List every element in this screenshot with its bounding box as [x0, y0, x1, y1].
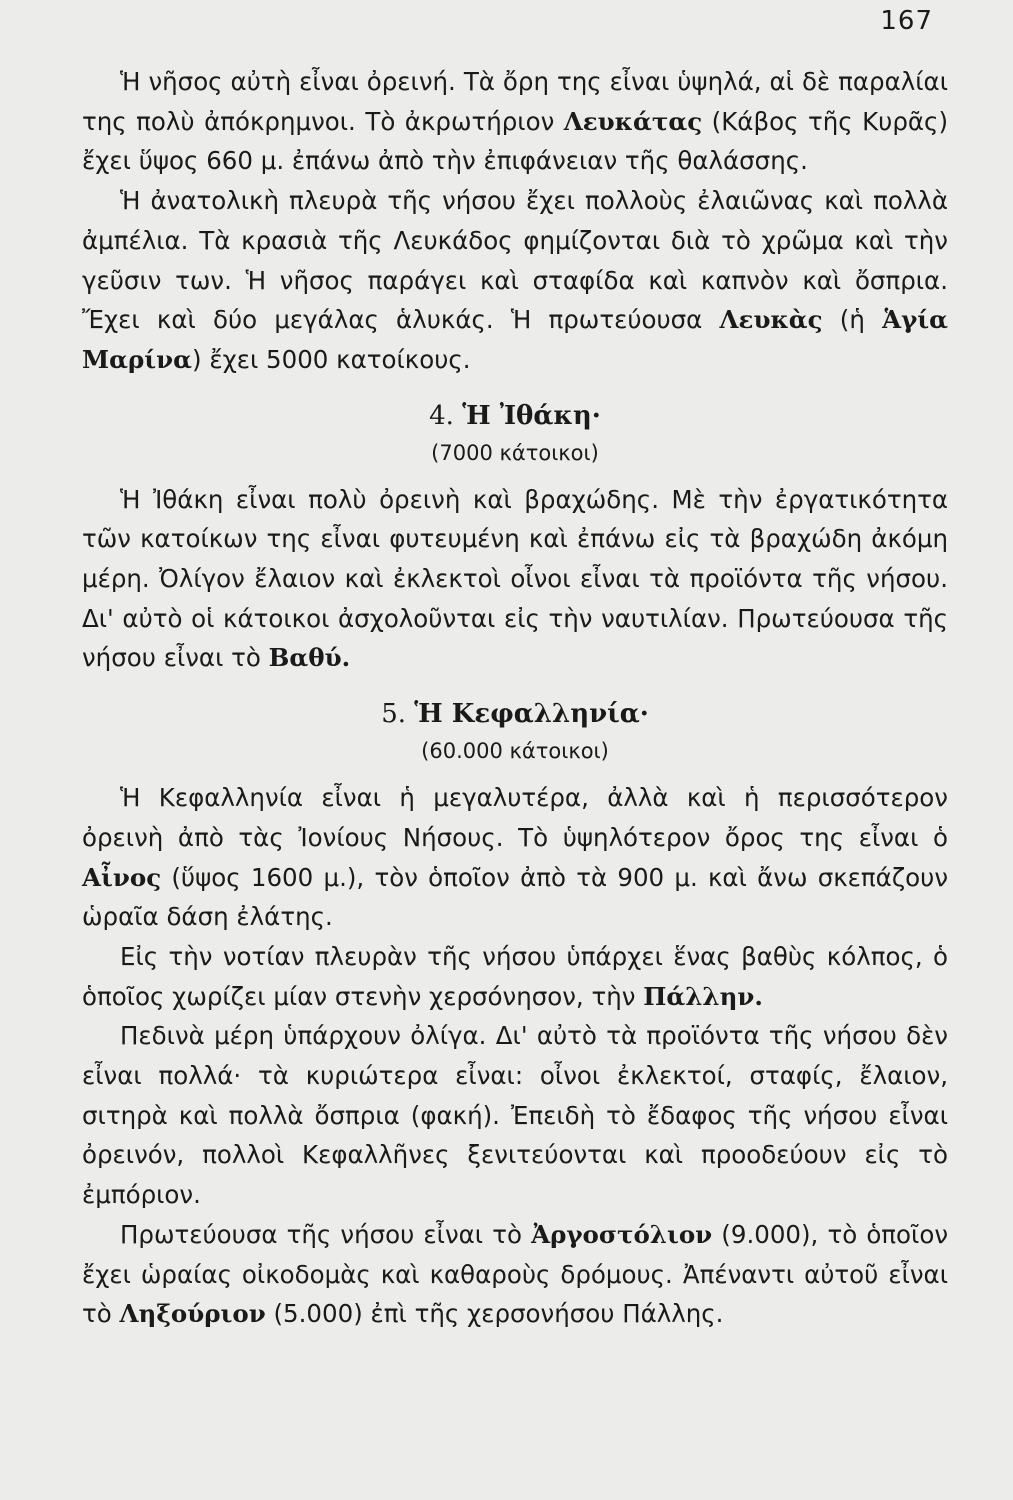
- section-number: 4.: [429, 400, 454, 431]
- place-name-agia-marina: Ἁγία Μαρίνα: [82, 305, 948, 374]
- text-run: (5.000) ἐπὶ τῆς χερσονήσου Πάλλης.: [265, 1299, 724, 1329]
- place-name-lefkas: Λευκὰς: [719, 305, 823, 335]
- place-name-lefkatas: Λευκάτας: [563, 106, 703, 136]
- section-heading-ithaca: [82, 396, 948, 436]
- section-title: Ἡ Ἰθάκη·: [462, 400, 601, 431]
- ithaca-paragraph: [82, 480, 948, 679]
- place-name-palli: Πάλλην.: [643, 981, 763, 1011]
- page-number: 167: [880, 6, 933, 36]
- place-name-lixouri: Ληξούριον: [119, 1299, 266, 1329]
- page-content: [82, 62, 948, 1334]
- section-heading-kefalonia: [82, 694, 948, 734]
- ithaca-population: (7000 κάτοικοι): [431, 440, 599, 465]
- text-run: (ἡ: [822, 305, 883, 335]
- text-run: (Κάβος τῆς Κυρᾶς) ἔχει ὕψος 660 μ. ἐπάνω ἀπὸ τὴν ἐπιφάνειαν τῆς θαλάσσης.: [82, 106, 948, 176]
- section-number: 5.: [381, 699, 407, 730]
- text-run: (ὕψος 1600 μ.), τὸν ὁποῖον ἀπὸ τὰ 900 μ. καὶ ἄνω σκεπάζουν ὡραῖα δάση ἐλάτης.: [82, 862, 948, 932]
- kefalonia-population: (60.000 κάτοικοι): [421, 739, 609, 764]
- section-title: Ἡ Κεφαλληνία·: [414, 699, 649, 730]
- text-run: (9.000), τὸ ὁποῖον ἔχει ὡραίας οἰκοδομὰς καὶ καθαροὺς δρόμους. Ἀπέναντι αὐτοῦ εἶναι τὸ: [82, 1219, 949, 1329]
- text-run: Ἡ Κεφαλληνία εἶναι ἡ μεγαλυτέρα, ἀλλὰ καὶ ἡ περισσότερον ὀρεινὴ ἀπὸ τὰς Ἰονίους Νήσους. Τὸ ὑψηλότερον ὄρος της εἶναι ὁ: [82, 783, 948, 852]
- text-run: Ἡ νῆσος αὐτὴ εἶναι ὀρεινή. Τὰ ὄρη της εἶναι ὑψηλά, αἱ δὲ παραλίαι της πολὺ ἀπόκρημνοι. Τὸ ἀκρωτήριον: [82, 67, 948, 136]
- place-name-ainos: Αἶνος: [82, 862, 162, 892]
- kefalonia-paragraph-2: [82, 937, 948, 1016]
- kefalonia-paragraph-1: [82, 778, 948, 937]
- lefkada-paragraph-1: [82, 62, 948, 181]
- place-name-vathy: Βαθύ.: [268, 643, 351, 673]
- text-run: Πρωτεύουσα τῆς νήσου εἶναι τὸ: [120, 1219, 532, 1249]
- text-run: Ἡ Ἰθάκη εἶναι πολὺ ὀρεινὴ καὶ βραχώδης. Μὲ τὴν ἐργατικότητα τῶν κατοίκων της εἶναι φυτευμένη καὶ ἐπάνω εἰς τὰ βραχώδη ἀκόμη μέρη. Ὀλίγον ἔλαιον καὶ ἐκλεκτοὶ οἶνοι εἶναι τὰ προϊόντα τῆς νήσου. Δι' αὐτὸ οἱ κάτοικοι ἀσχολοῦνται εἰς τὴν ναυτιλίαν. Πρωτεύουσα τῆς νήσου εἶναι τὸ: [82, 484, 948, 673]
- text-run: Εἰς τὴν νοτίαν πλευρὰν τῆς νήσου ὑπάρχει ἕνας βαθὺς κόλπος, ὁ ὁποῖος χωρίζει μίαν στενὴν χερσόνησον, τὴν: [82, 941, 948, 1011]
- lefkada-paragraph-2: [82, 181, 948, 380]
- place-name-argostoli: Ἀργοστόλιον: [531, 1219, 713, 1249]
- kefalonia-paragraph-3: Πεδινὰ μέρη ὑπάρχουν ὀλίγα. Δι' αὐτὸ τὰ προϊόντα τῆς νήσου δὲν εἶναι πολλά· τὰ κυριώτερα εἶναι: οἶνοι ἐκλεκτοί, σταφίς, ἔλαιον, σιτηρὰ καὶ πολλὰ ὄσπρια (φακή). Ἐπειδὴ τὸ ἔδαφος τῆς νήσου εἶναι ὀρεινόν, πολλοὶ Κεφαλλῆνες ξενιτεύονται καὶ προοδεύουν εἰς τὸ ἐμπόριον.: [82, 1021, 948, 1210]
- text-run: ) ἔχει 5000 κατοίκους.: [191, 344, 471, 374]
- text-run: Ἡ ἀνατολικὴ πλευρὰ τῆς νήσου ἔχει πολλοὺς ἐλαιῶνας καὶ πολλὰ ἀμπέλια. Τὰ κρασιὰ τῆς Λευκάδος φημίζονται διὰ τὸ χρῶμα καὶ τὴν γεῦσιν των. Ἡ νῆσος παράγει καὶ σταφίδα καὶ καπνὸν καὶ ὄσπρια. Ἔχει καὶ δύο μεγάλας ἁλυκάς. Ἡ πρωτεύουσα: [82, 186, 948, 335]
- kefalonia-paragraph-4: [82, 1215, 948, 1334]
